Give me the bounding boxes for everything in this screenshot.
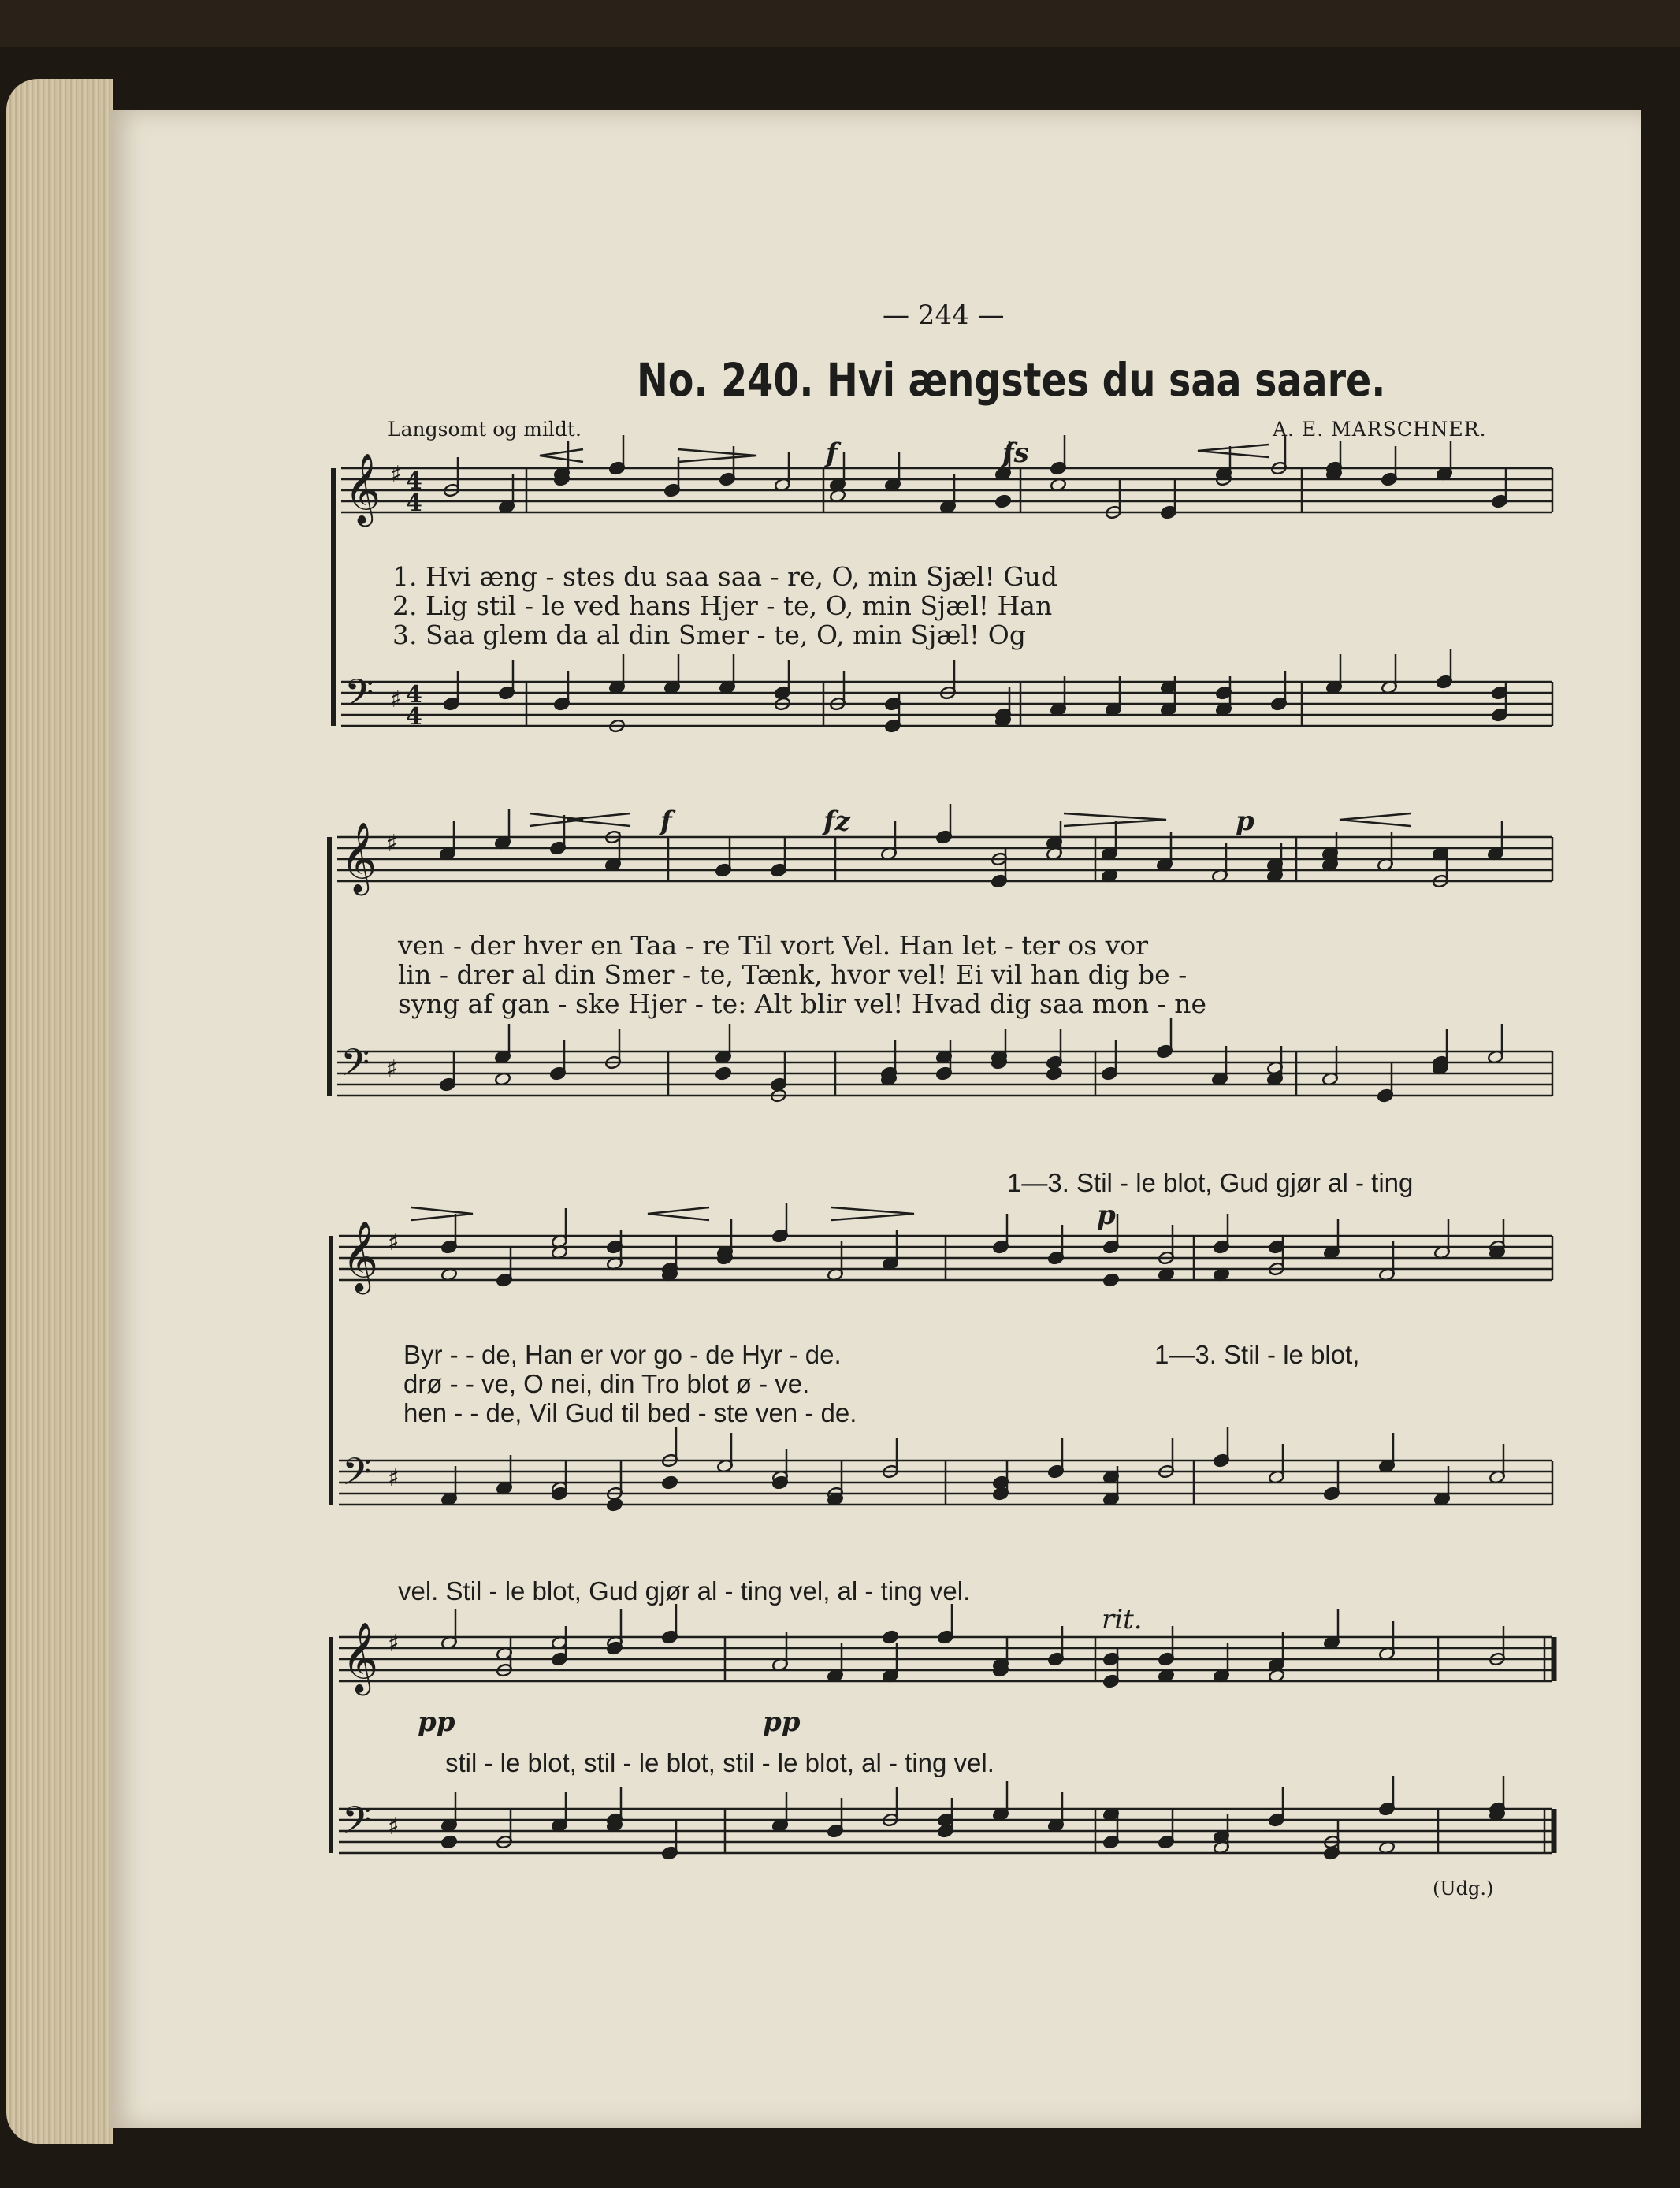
note-head <box>715 1066 731 1081</box>
bass-clef-icon: 𝄢 <box>344 671 374 724</box>
dynamic-mark: f <box>826 437 838 469</box>
lyric-line: 1—3. Stil - le blot, <box>1154 1340 1360 1369</box>
hairpin <box>411 1207 473 1220</box>
lyric-line: 2. Lig stil - le ved hans Hjer - te, O, min Sjæl! Han <box>392 590 1053 621</box>
dynamic-mark: fz <box>823 806 850 837</box>
sharp-icon: ♯ <box>388 1813 400 1840</box>
note-head <box>661 1475 678 1490</box>
note-head <box>440 1835 457 1849</box>
lyric-line: ven - der hver en Taa - re Til vort Vel. Han let - ter os vor <box>398 930 1148 961</box>
hairpin <box>1198 445 1269 457</box>
treble-clef-icon: 𝄞 <box>340 822 377 893</box>
hairpin <box>567 813 630 826</box>
dynamic-mark: fs <box>1002 437 1029 469</box>
lyric-line: lin - drer al din Smer - te, Tænk, hvor vel! Ei vil han dig be - <box>398 959 1188 990</box>
hairpin <box>540 449 583 462</box>
treble-clef-icon: 𝄞 <box>342 1622 379 1693</box>
lyric-line: vel. Stil - le blot, Gud gjør al - ting vel, al - ting vel. <box>398 1576 971 1606</box>
sharp-icon: ♯ <box>390 461 402 489</box>
hairpin <box>678 449 756 462</box>
note-head <box>606 1498 623 1512</box>
time-signature: 4 <box>406 703 422 731</box>
bass-clef-icon: 𝄢 <box>340 1040 370 1094</box>
lyric-line: syng af gan - ske Hjer - te: Alt blir vel! Hvad dig saa mon - ne <box>398 988 1207 1019</box>
dynamic-mark: pp <box>418 1706 455 1738</box>
lyric-line: hen - - de, Vil Gud til bed - ste ven - de. <box>403 1398 857 1427</box>
dynamic-mark: p <box>1097 1200 1116 1231</box>
hairpin <box>648 1207 709 1220</box>
dynamic-mark: f <box>660 806 672 837</box>
sharp-icon: ♯ <box>388 1630 400 1658</box>
sharp-icon: ♯ <box>386 1055 398 1083</box>
sharp-icon: ♯ <box>390 686 402 713</box>
lyric-line: 1—3. Stil - le blot, Gud gjør al - ting <box>1007 1168 1414 1197</box>
note-head <box>1102 1273 1119 1287</box>
time-signature: 4 <box>406 467 422 495</box>
note-head <box>994 494 1011 508</box>
note-head <box>1046 1066 1062 1081</box>
time-signature: 4 <box>406 489 422 517</box>
time-signature: 4 <box>406 681 422 709</box>
lyric-line: Byr - - de, Han er vor go - de Hyr - de. <box>403 1340 842 1369</box>
hymn-title: No. 240. Hvi ængstes du saa saare. <box>637 353 1386 407</box>
treble-clef-icon: 𝄞 <box>342 1221 379 1292</box>
treble-clef-icon: 𝄞 <box>344 453 381 524</box>
bass-clef-icon: 𝄢 <box>342 1449 372 1503</box>
lyric-line: 3. Saa glem da al din Smer - te, O, min Sjæl! Og <box>392 620 1026 650</box>
lyric-line: 1. Hvi æng - stes du saa saa - re, O, min Sjæl! Gud <box>392 561 1058 592</box>
lyric-line: drø - - ve, O nei, din Tro blot ø - ve. <box>403 1369 810 1398</box>
hairpin <box>831 1207 914 1220</box>
composer: A. E. MARSCHNER. <box>1273 418 1487 441</box>
footer-note: (Udg.) <box>1433 1877 1494 1900</box>
dynamic-mark: p <box>1236 806 1254 837</box>
sharp-icon: ♯ <box>388 1229 400 1256</box>
sharp-icon: ♯ <box>386 830 398 858</box>
page-number: — 244 — <box>883 300 1005 331</box>
dynamic-mark: pp <box>763 1706 801 1738</box>
tempo-marking: Langsomt og mildt. <box>388 418 582 441</box>
lyric-line: stil - le blot, stil - le blot, stil - le blot, al - ting vel. <box>445 1748 994 1777</box>
hairpin <box>1340 813 1411 826</box>
sharp-icon: ♯ <box>388 1464 400 1492</box>
dynamic-mark: rit. <box>1102 1604 1143 1635</box>
note-head <box>882 1630 898 1644</box>
bass-clef-icon: 𝄢 <box>342 1798 372 1851</box>
